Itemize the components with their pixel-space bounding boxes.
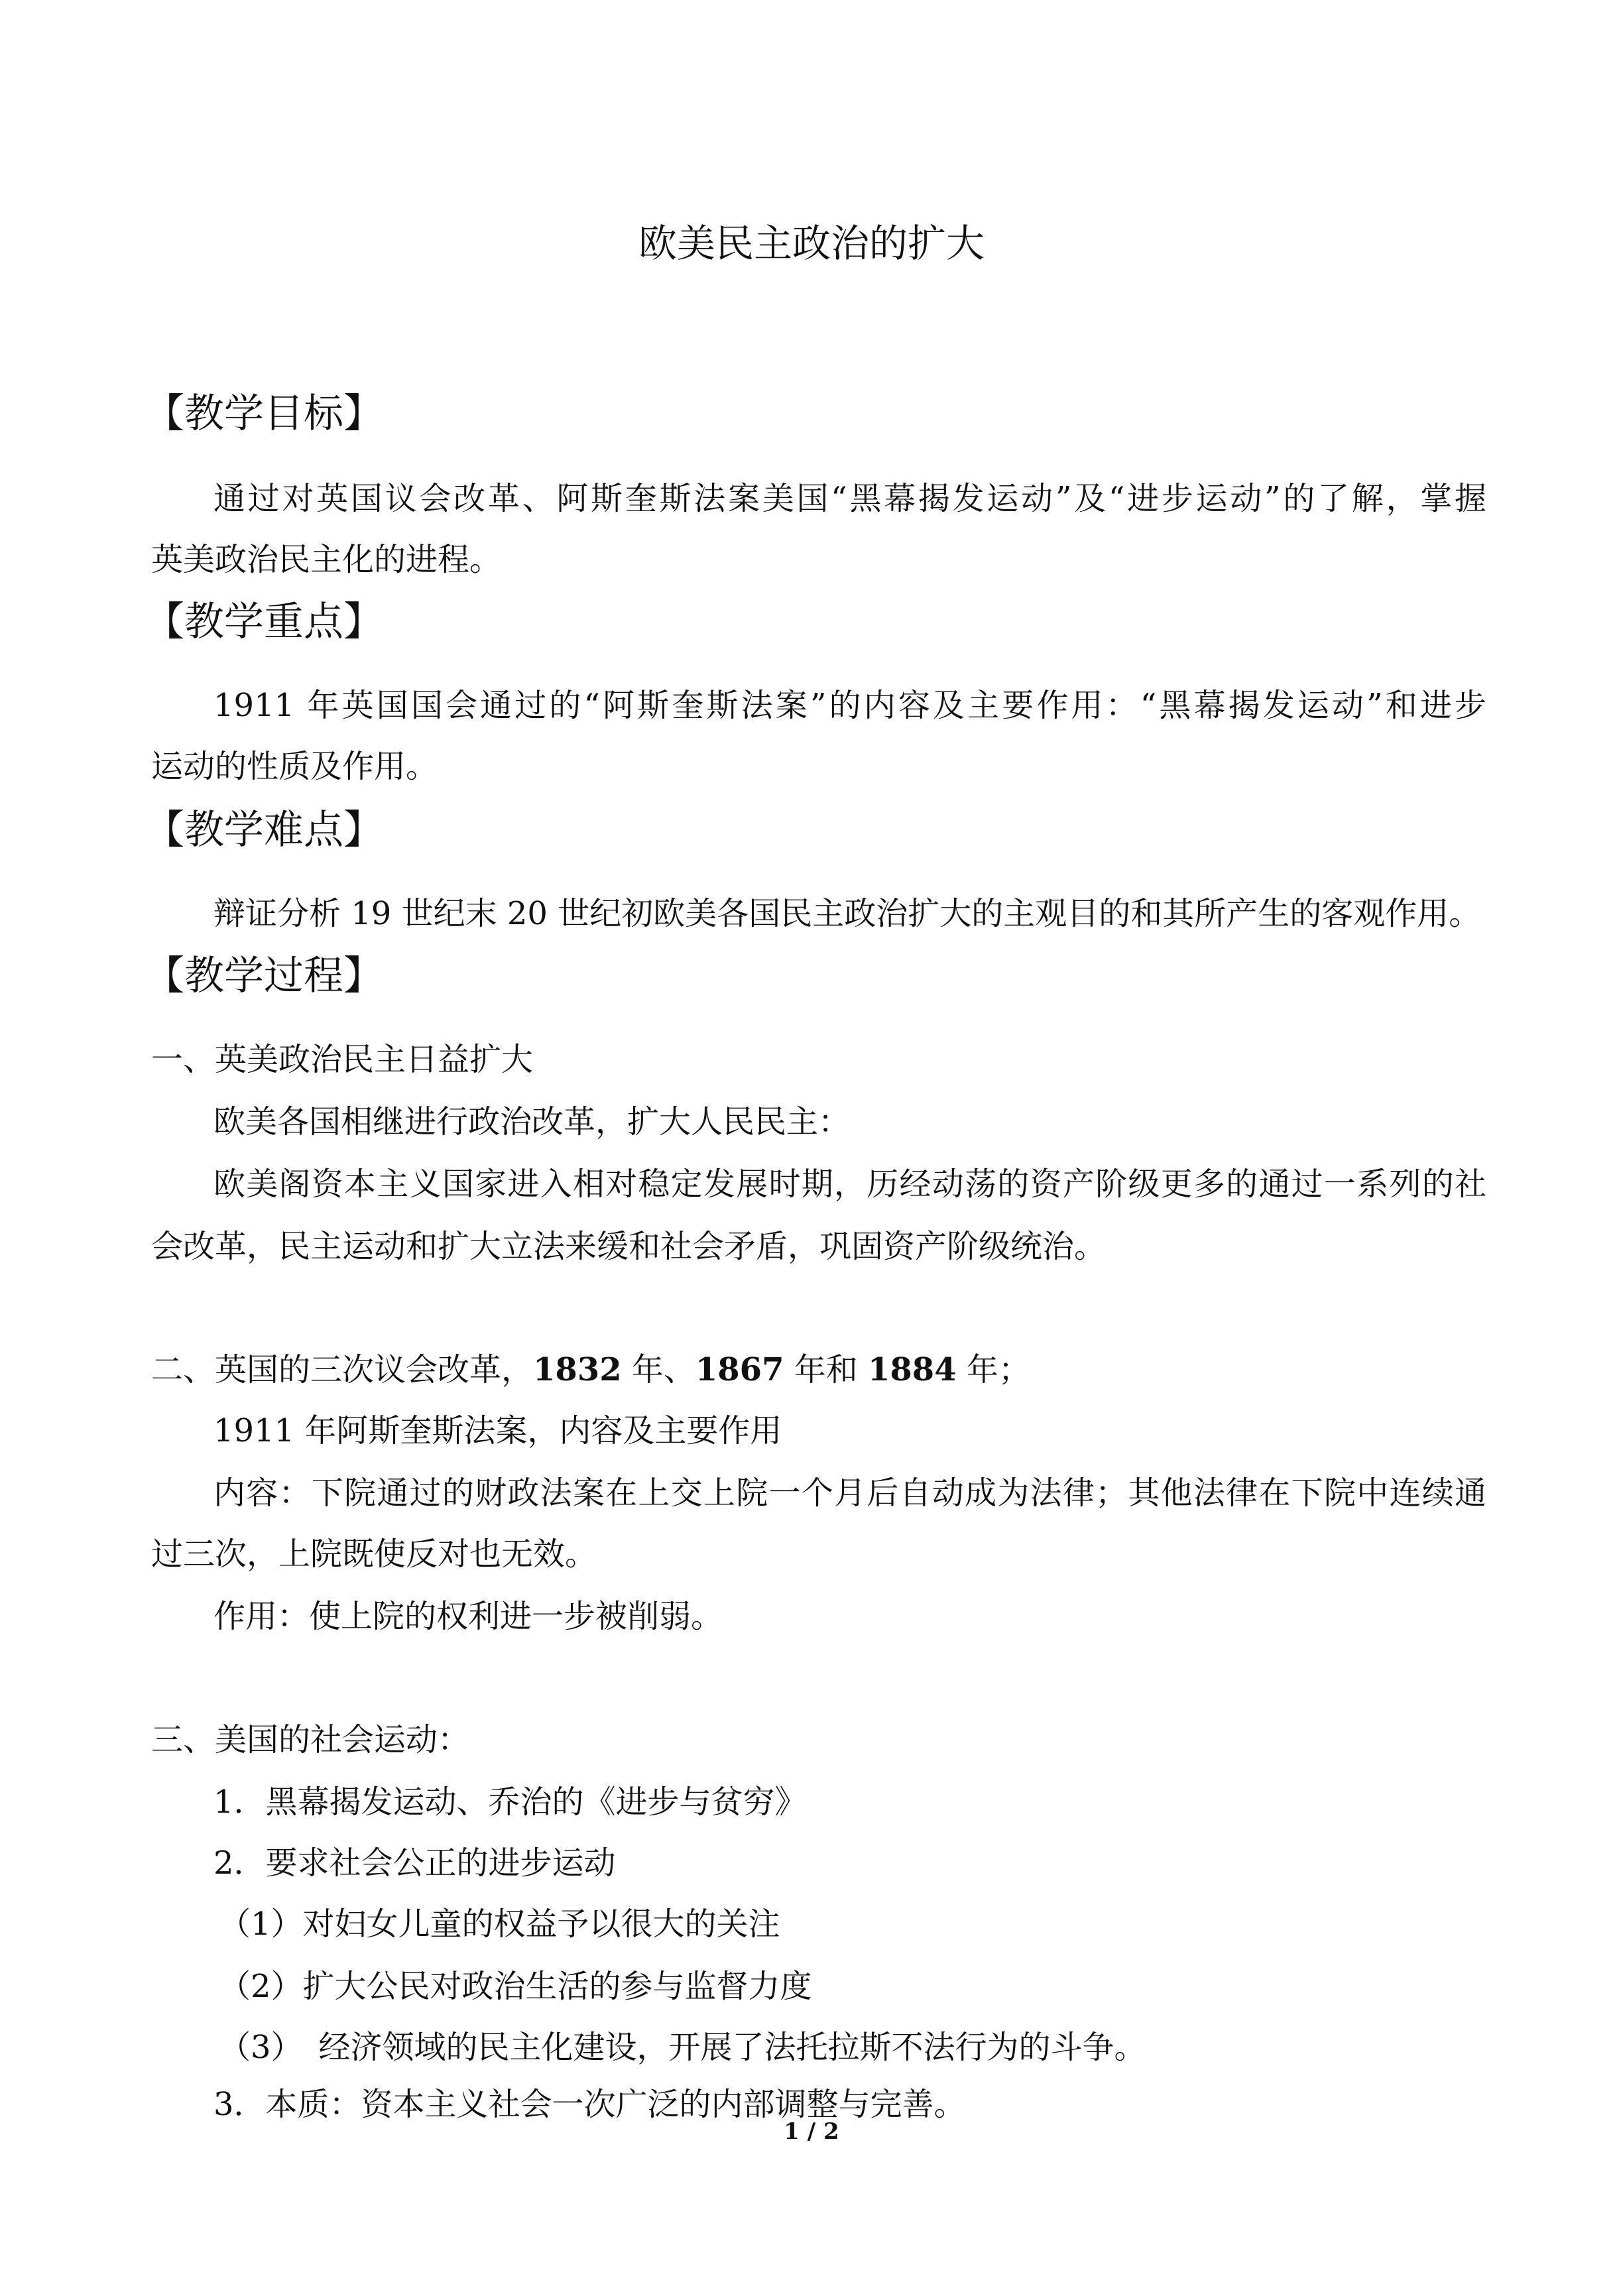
- part2-suffix: 年；: [956, 1351, 1030, 1388]
- part2-line-4: 作用：使上院的权利进一步被削弱。: [213, 1598, 723, 1635]
- part2-sep-1: 年、: [621, 1351, 695, 1388]
- part2-line-3: 过三次，上院既使反对也无效。: [151, 1536, 597, 1573]
- part3-sub-2: （2）扩大公民对政治生活的参与监督力度: [219, 1968, 812, 2005]
- year-1867: 1867: [695, 1351, 784, 1388]
- heading-difficulties: 【教学难点】: [145, 807, 383, 853]
- part1-line-1: 欧美各国相继进行政治改革，扩大人民民主：: [213, 1103, 851, 1140]
- part3-sub-1: （1）对妇女儿童的权益予以很大的关注: [219, 1905, 780, 1943]
- objectives-line-1: 通过对英国议会改革、阿斯奎斯法案美国“黑幕揭发运动”及“进步运动”的了解，掌握: [213, 480, 1486, 517]
- part2-line-2: 内容：下院通过的财政法案在上交上院一个月后自动成为法律；其他法律在下院中连续通: [213, 1475, 1486, 1512]
- document-title: 欧美民主政治的扩大: [638, 221, 985, 266]
- part2-sep-2: 年和: [784, 1351, 868, 1388]
- year-1884: 1884: [868, 1351, 957, 1388]
- key-points-line-1: 1911 年英国国会通过的“阿斯奎斯法案”的内容及主要作用：“黑幕揭发运动”和进步: [213, 687, 1486, 724]
- part2-heading: [151, 1351, 1030, 1388]
- objectives-line-2: 英美政治民主化的进程。: [151, 541, 502, 578]
- part1-heading: 一、英美政治民主日益扩大: [151, 1041, 534, 1078]
- page-number: 1 / 2: [784, 2118, 839, 2145]
- part2-heading-prefix: 二、英国的三次议会改革，: [151, 1351, 534, 1388]
- heading-objectives: 【教学目标】: [145, 391, 383, 437]
- part3-item-1: 1．黑幕揭发运动、乔治的《进步与贫穷》: [213, 1783, 807, 1821]
- part3-heading: 三、美国的社会运动：: [151, 1721, 470, 1758]
- heading-process: 【教学过程】: [145, 953, 383, 999]
- part1-line-3: 会改革，民主运动和扩大立法来缓和社会矛盾，巩固资产阶级统治。: [151, 1228, 1107, 1265]
- difficulties-line-1: 辩证分析 19 世纪末 20 世纪初欧美各国民主政治扩大的主观目的和其所产生的客观作用。: [213, 895, 1481, 932]
- year-1832: 1832: [533, 1351, 622, 1388]
- heading-key-points: 【教学重点】: [145, 599, 383, 645]
- part3-sub-3: （3） 经济领域的民主化建设，开展了法托拉斯不法行为的斗争。: [219, 2029, 1146, 2066]
- part3-item-2: 2．要求社会公正的进步运动: [213, 1844, 616, 1882]
- key-points-line-2: 运动的性质及作用。: [151, 748, 438, 785]
- part1-line-2: 欧美阁资本主义国家进入相对稳定发展时期，历经动荡的资产阶级更多的通过一系列的社: [213, 1166, 1486, 1203]
- part2-line-1: 1911 年阿斯奎斯法案，内容及主要作用: [213, 1412, 782, 1449]
- part3-item-3: 3．本质：资本主义社会一次广泛的内部调整与完善。: [213, 2086, 966, 2123]
